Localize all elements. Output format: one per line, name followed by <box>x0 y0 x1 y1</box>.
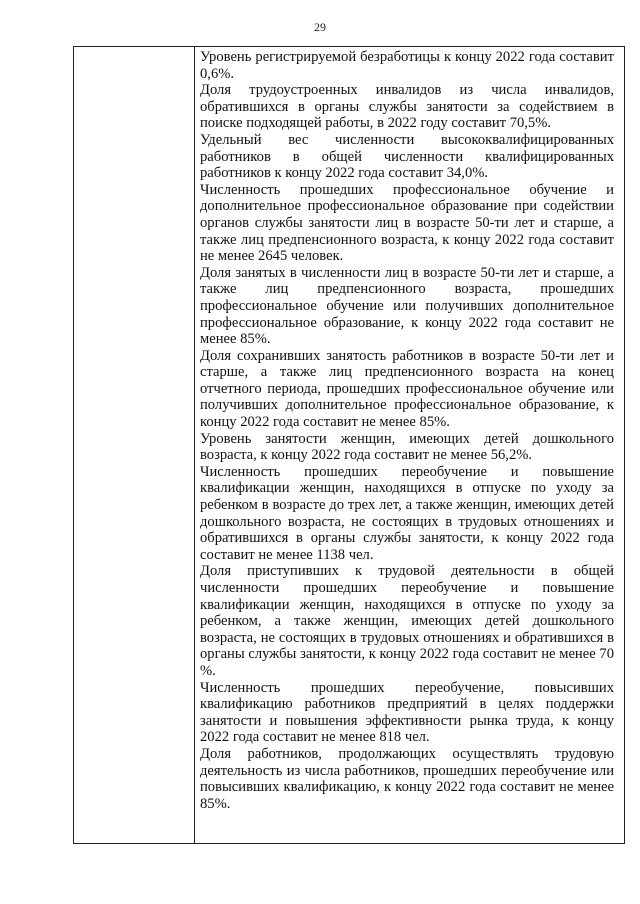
table-left-column <box>74 47 194 843</box>
indicator-unemployment-rate: Уровень регистрируемой безработицы к концу 2022 года составит 0,6%. <box>200 49 614 82</box>
indicator-women-employment-rate: Уровень занятости женщин, имеющих детей дошкольного возраста, к концу 2022 года составит не менее 56,2%. <box>200 430 614 464</box>
indicator-women-trained-count: Численность прошедших переобучение и повышение квалификации женщин, находящихся в отпуске по уходу за ребенком в возрасте до трех лет, а также женщин, имеющих детей дошкольного возраста, не состоящих в трудовых отношениях и обратившихся в органы службы занятости, к концу 2022 года составит не менее 1138 чел. <box>200 463 614 563</box>
indicator-workers-continuing-share: Доля работников, продолжающих осуществлять трудовую деятельность из числа работников, прошедших переобучение или повысивших квалификацию, к концу 2022 года составит не менее 85%. <box>200 745 614 812</box>
page-number: 29 <box>314 20 326 34</box>
indicator-workers-retrained-count: Численность прошедших переобучение, повысивших квалификацию работников предприятий в целях поддержки занятости и повышения эффективности рынка труда, к концу 2022 года составит не менее 818 чел. <box>200 679 614 746</box>
indicator-high-skilled-share: Удельный вес численности высококвалифицированных работников в общей численности квалифицированных работников к концу 2022 года составит 34,0%. <box>200 131 614 182</box>
table-right-column <box>200 49 614 812</box>
indicator-women-started-work-share: Доля приступивших к трудовой деятельности в общей численности прошедших переобучение и повышение квалификации женщин, находящихся в отпуске по уходу за ребенком, а также женщин, имеющих детей дошкольного возраста, не состоящих в трудовых отношениях и обратившихся в органы службы занятости, к концу 2022 года составит не менее 70 %. <box>200 563 614 679</box>
indicator-50plus-retained-share: Доля сохранивших занятость работников в возрасте 50-ти лет и старше, а также лиц предпенсионного возраста на конец отчетного периода, прошедших профессиональное обучение или получивших дополнительное профессиональное образование, к концу 2022 года составит не менее 85%. <box>200 347 614 431</box>
column-divider <box>194 47 195 843</box>
indicator-50plus-trained-count: Численность прошедших профессиональное обучение и дополнительное профессиональное образование при содействии органов службы занятости лиц в возрасте 50-ти лет и старше, а также лиц предпенсионного возраста, к концу 2022 года составит не менее 2645 человек. <box>200 181 614 265</box>
indicator-disabled-employment: Доля трудоустроенных инвалидов из числа инвалидов, обратившихся в органы службы занятости за содействием в поиске подходящей работы, в 2022 году составит 70,5%. <box>200 82 614 132</box>
results-table <box>73 46 625 844</box>
indicator-50plus-employed-share: Доля занятых в численности лиц в возрасте 50-ти лет и старше, а также лиц предпенсионного возраста, прошедших профессиональное обучение или получивших дополнительное профессиональное образование, к концу 2022 года составит не менее 85%. <box>200 264 614 348</box>
